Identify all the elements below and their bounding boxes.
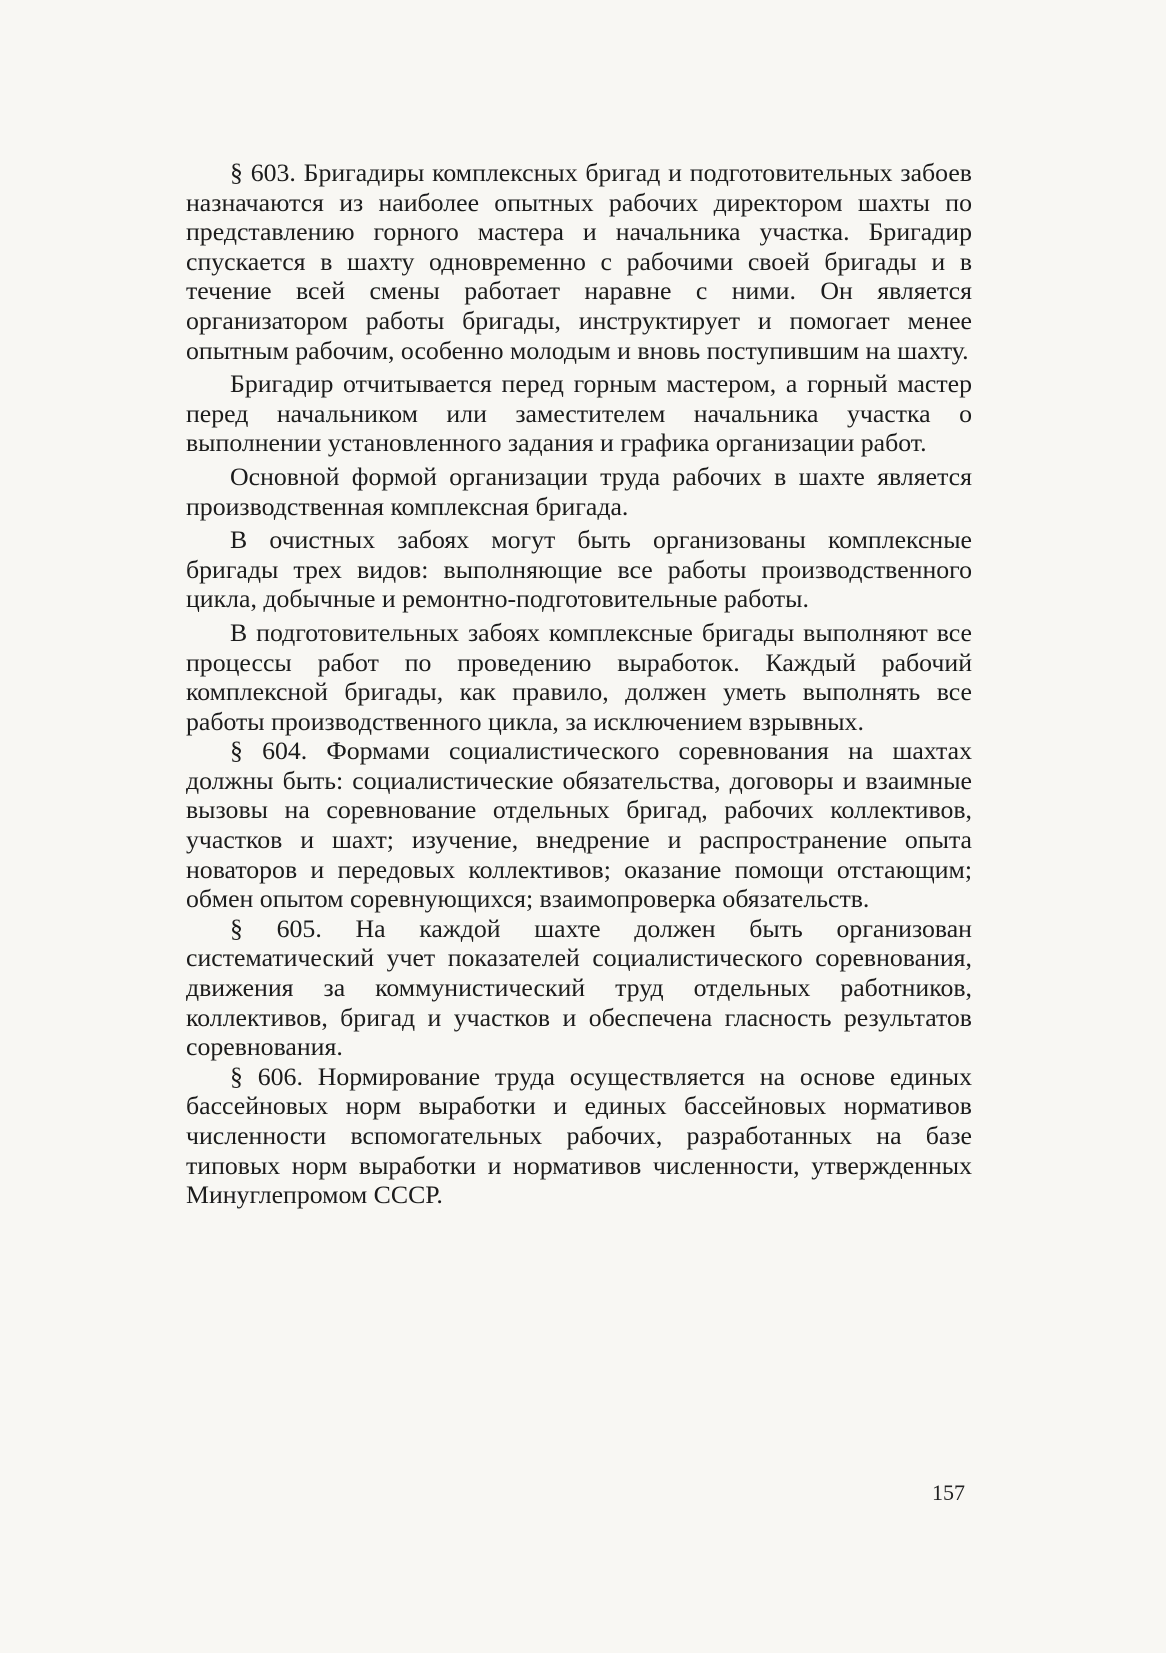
paragraph-preparatory-faces: В подготовительных забоях комплексные бригады выполняют все процессы работ по проведению выработок. Каждый рабочий комплексной бригады, как правило, должен уметь выполнять все работы производственного цикла, за исключением взрывных. xyxy=(186,617,972,736)
paragraph-main-form: Основной формой организации труда рабочих в шахте является производственная комплексная бригада. xyxy=(186,461,972,521)
paragraph-603: § 603. Бригадиры комплексных бригад и подготовительных забоев назначаются из наиболее опытных рабочих директором шахты по представлению горного мастера и начальника участка. Бригадир спускается в шахту одновременно с рабочими своей бригады и в течение всей смены работает наравне с ними. Он является организатором работы бригады, инструктирует и помогает менее опытным рабочим, особенно молодым и вновь поступившим на шахту. xyxy=(186,158,972,365)
page-number: 157 xyxy=(932,1480,965,1505)
paragraph-605: § 605. На каждой шахте должен быть организован систематический учет показателей социалистического соревнования, движения за коммунистический труд отдельных работников, коллективов, бригад и участков и обеспечена гласность результатов соревнования. xyxy=(186,913,972,1062)
paragraph-brigadier-report: Бригадир отчитывается перед горным мастером, а горный мастер перед начальником или заместителем начальника участка о выполнении установленного задания и графика организации работ. xyxy=(186,369,972,458)
body-text xyxy=(186,158,972,1210)
paragraph-604: § 604. Формами социалистического соревнования на шахтах должны быть: социалистические обязательства, договоры и взаимные вызовы на соревнование отдельных бригад, рабочих коллективов, участков и шахт; изучение, внедрение и распространение опыта новаторов и передовых коллективов; оказание помощи отстающим; обмен опытом соревнующихся; взаимопроверка обязательств. xyxy=(186,736,972,914)
paragraph-606: § 606. Нормирование труда осуществляется на основе единых бассейновых норм выработки и единых бассейновых нормативов численности вспомогательных рабочих, разработанных на базе типовых норм выработки и нормативов численности, утвержденных Минуглепромом СССР. xyxy=(186,1061,972,1210)
paragraph-cleaning-faces: В очистных забоях могут быть организованы комплексные бригады трех видов: выполняющие все работы производственного цикла, добычные и ремонтно-подготовительные работы. xyxy=(186,525,972,614)
